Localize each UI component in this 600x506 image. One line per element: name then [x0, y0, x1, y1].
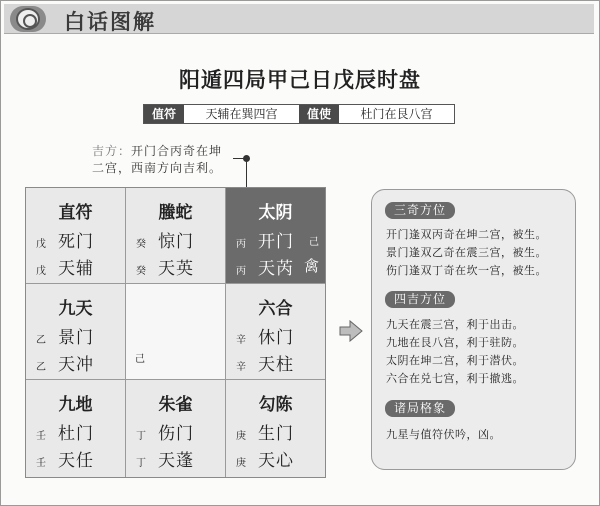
list-item: 九地在艮八宫，利于驻防。: [386, 336, 524, 349]
section-tag-patterns: 诸局格象: [385, 400, 455, 417]
palace-star: 天辅: [58, 259, 94, 279]
annotation-highlight: 吉方：: [92, 144, 132, 158]
annotation-line-2: 二宫，西南方向吉利。: [92, 161, 223, 175]
earth-stem: 壬: [36, 458, 46, 469]
palace-door: 生门: [258, 424, 294, 444]
palace-door: 惊门: [158, 232, 194, 252]
summary-pill: [143, 104, 455, 124]
palace-kan-1: [126, 380, 226, 477]
palace-star: 天任: [58, 451, 94, 471]
palace-qian-6: [226, 380, 325, 477]
palace-god: 朱雀: [158, 395, 193, 415]
palace-li-9: [126, 188, 226, 284]
palace-door: 开门: [258, 232, 294, 252]
palace-dui-7: [226, 284, 325, 380]
list-item: 开门逢双丙奇在坤二宫，被生。: [386, 228, 547, 241]
earth-stem: 戊: [36, 266, 46, 277]
heaven-stem: 乙: [36, 335, 46, 346]
palace-door: 景门: [58, 328, 94, 348]
heaven-stem: 癸: [136, 239, 146, 250]
palace-door: 休门: [258, 328, 294, 348]
palace-star: 天蓬: [158, 451, 194, 471]
section-three-wonders: [386, 226, 547, 280]
heaven-stem: 辛: [236, 335, 246, 346]
heaven-stem: 庚: [236, 431, 246, 442]
zhishi-label: 值使: [299, 105, 339, 123]
palace-kun-2: [226, 188, 325, 284]
palace-center-5: [126, 284, 226, 380]
heaven-stem: 丙: [236, 239, 246, 250]
palace-xun-4: [26, 188, 126, 284]
list-item: 六合在兑七宫，利于撤逃。: [386, 372, 524, 385]
palace-god: 六合: [258, 299, 293, 319]
taiji-badge-icon: [10, 6, 46, 32]
section-tag-three-wonders: 三奇方位: [385, 202, 455, 219]
list-item: 九星与值符伏吟，凶。: [386, 428, 501, 441]
list-item: 伤门逢双丁奇在坎一宫，被生。: [386, 264, 547, 277]
section-patterns: [386, 426, 501, 444]
list-item: 景门逢双乙奇在震三宫，被生。: [386, 246, 547, 259]
chart-title: 阳遁四局甲己日戊辰时盘: [179, 68, 421, 92]
palace-god: 直符: [58, 203, 93, 223]
palace-door: 杜门: [58, 424, 94, 444]
analysis-panel: [371, 189, 576, 470]
heaven-stem: 丁: [136, 431, 146, 442]
section-four-auspicious: [386, 316, 524, 388]
extra-stem: 己: [309, 237, 319, 248]
earth-stem: 庚: [236, 458, 246, 469]
palace-gen-8: [26, 380, 126, 477]
earth-stem: 乙: [36, 362, 46, 373]
zhifu-value: 天辅在巽四宫: [205, 107, 278, 121]
annotation-connector: [246, 158, 247, 188]
earth-stem: 癸: [136, 266, 146, 277]
zhifu-label: 值符: [144, 105, 184, 123]
auspicious-annotation: [92, 143, 222, 177]
center-stem: 己: [135, 354, 145, 365]
qimen-grid: [25, 187, 326, 478]
palace-zhen-3: [26, 284, 126, 380]
palace-star: 天英: [158, 259, 194, 279]
earth-stem: 丙: [236, 266, 246, 277]
palace-star: 天冲: [58, 355, 94, 375]
palace-star: 天心: [258, 451, 294, 471]
palace-god: 太阴: [258, 203, 293, 223]
heaven-stem: 壬: [36, 431, 46, 442]
palace-god: 九天: [58, 299, 93, 319]
palace-god: 螣蛇: [158, 203, 193, 223]
list-item: 太阴在坤二宫，利于潜伏。: [386, 354, 524, 367]
earth-stem: 辛: [236, 362, 246, 373]
annotation-line-1: 开门合丙奇在坤: [131, 144, 223, 158]
right-arrow-icon: [338, 318, 364, 344]
zhishi-value: 杜门在艮八宫: [360, 107, 433, 121]
heaven-stem: 戊: [36, 239, 46, 250]
palace-god: 勾陈: [258, 395, 293, 415]
palace-door: 死门: [58, 232, 94, 252]
palace-star: 天柱: [258, 355, 294, 375]
extra-star: 禽: [304, 257, 320, 275]
list-item: 九天在震三宫，利于出击。: [386, 318, 524, 331]
palace-star: 天芮: [258, 259, 294, 279]
palace-god: 九地: [58, 395, 93, 415]
header-title: 白话图解: [64, 10, 156, 34]
earth-stem: 丁: [136, 458, 146, 469]
palace-door: 伤门: [158, 424, 194, 444]
section-tag-four-auspicious: 四吉方位: [385, 291, 455, 308]
annotation-dot: [243, 155, 250, 162]
header-banner: [4, 4, 594, 34]
